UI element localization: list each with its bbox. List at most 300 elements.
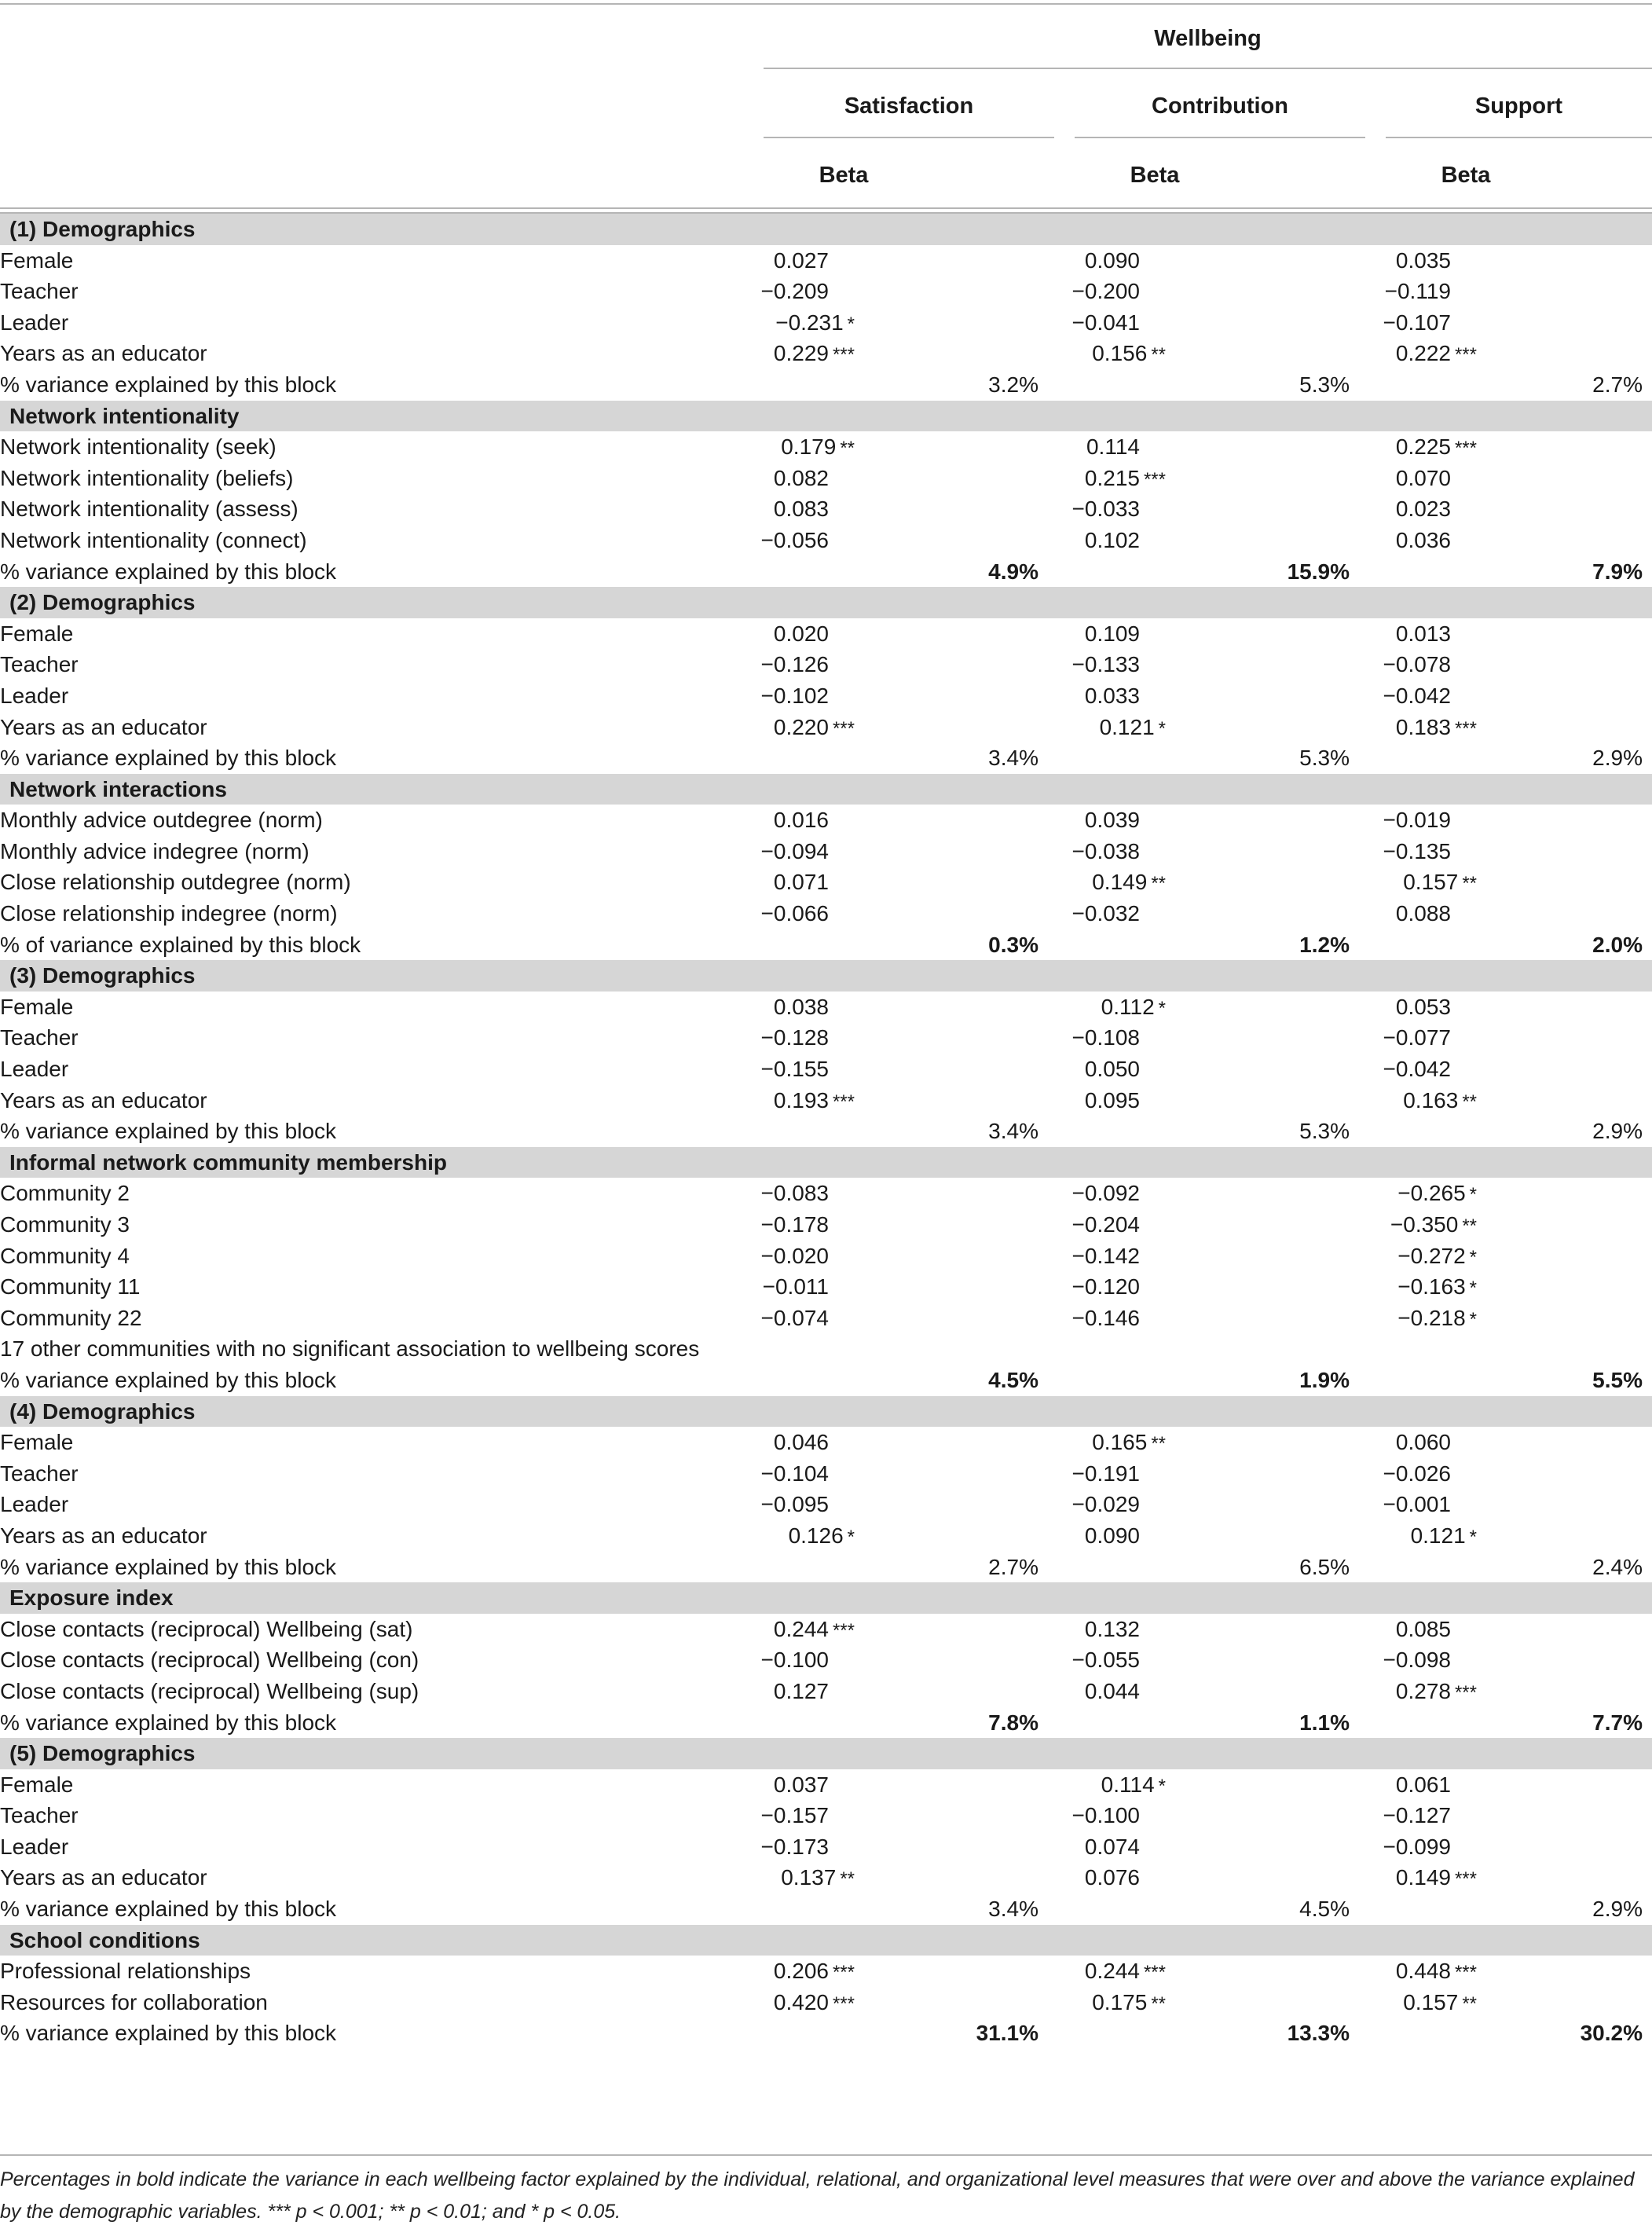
row-label: Female [0, 621, 74, 646]
row-label: % variance explained by this block [0, 746, 337, 771]
row-label: Teacher [0, 1461, 79, 1486]
row-label: Female [0, 994, 74, 1019]
significance-stars: * [1158, 997, 1166, 1019]
beta-value: 0.109 [1084, 621, 1140, 646]
beta-value: −0.272 [1397, 1243, 1466, 1268]
row-label: Community 3 [0, 1212, 130, 1237]
row-label: Community 11 [0, 1274, 141, 1299]
beta-cell-support [0, 1427, 1477, 1458]
table-row [0, 1644, 1652, 1676]
beta-value: 0.114 [1086, 434, 1140, 460]
row-label: % variance explained by this block [0, 372, 337, 397]
significance-stars: *** [832, 717, 855, 739]
significance-stars: ** [1151, 344, 1166, 366]
beta-value: 0.095 [1084, 1087, 1140, 1113]
beta-value: −0.209 [760, 279, 829, 304]
significance-stars: * [847, 313, 855, 335]
row-label: Network intentionality (connect) [0, 527, 307, 552]
beta-value: −0.146 [1071, 1305, 1140, 1330]
significance-stars: *** [832, 1992, 855, 2014]
beta-value: 0.074 [1084, 1834, 1140, 1859]
section-header [0, 1582, 1652, 1614]
section-label: (5) Demographics [9, 1741, 196, 1766]
row-label: Close contacts (reciprocal) Wellbeing (con) [0, 1648, 419, 1673]
table-row [0, 1489, 1652, 1520]
beta-cell-support [0, 1209, 1477, 1241]
beta-cell-support [0, 649, 1477, 680]
variance-row [0, 742, 1652, 774]
beta-value: 0.132 [1084, 1616, 1140, 1641]
row-label: % variance explained by this block [0, 1367, 337, 1392]
variance-cell-contribution: 5.3% [1299, 1119, 1350, 1144]
beta-value: −0.173 [760, 1834, 829, 1859]
row-label: Teacher [0, 1803, 79, 1828]
beta-value: −0.019 [1383, 808, 1451, 833]
beta-value: 0.102 [1084, 527, 1140, 552]
significance-stars: *** [832, 1091, 855, 1113]
beta-value: 0.083 [773, 497, 829, 522]
table-row [0, 1241, 1652, 1272]
beta-cell-support [0, 1831, 1477, 1863]
row-label: Teacher [0, 652, 79, 677]
beta-cell-support [0, 1085, 1477, 1116]
table-row [0, 431, 1652, 463]
significance-stars: * [1469, 1184, 1477, 1206]
row-label: Years as an educator [0, 1523, 207, 1548]
row-label: Years as an educator [0, 714, 207, 739]
beta-value: −0.178 [760, 1212, 829, 1237]
beta-cell-support [0, 867, 1477, 898]
beta-cell-support [0, 712, 1477, 743]
beta-value: 0.157 [1403, 1989, 1459, 2014]
table-row [0, 463, 1652, 494]
row-label: Community 22 [0, 1305, 142, 1330]
beta-value: 0.448 [1395, 1959, 1451, 1984]
variance-row [0, 556, 1652, 588]
row-label: Network intentionality (beliefs) [0, 465, 294, 490]
beta-value: −0.265 [1397, 1181, 1466, 1206]
beta-value: 0.071 [773, 870, 829, 895]
beta-cell-support [0, 1676, 1477, 1707]
variance-cell-satisfaction: 2.7% [988, 1554, 1038, 1579]
beta-value: −0.094 [760, 838, 829, 863]
beta-value: −0.142 [1071, 1243, 1140, 1268]
beta-value: 0.039 [1084, 808, 1140, 833]
beta-value: −0.032 [1071, 901, 1140, 926]
significance-stars: ** [1462, 1091, 1477, 1113]
beta-value: 0.013 [1395, 621, 1451, 646]
beta-value: 0.050 [1084, 1057, 1140, 1082]
beta-value: 0.229 [773, 341, 829, 366]
row-label: Resources for collaboration [0, 1989, 268, 2014]
table-row [0, 1831, 1652, 1863]
significance-stars: ** [840, 438, 855, 460]
beta-value: −0.191 [1071, 1461, 1140, 1486]
variance-cell-satisfaction: 3.4% [988, 1119, 1038, 1144]
significance-stars: * [1469, 1246, 1477, 1268]
beta-cell-support [0, 836, 1477, 867]
table-row [0, 307, 1652, 339]
beta-value: 0.076 [1084, 1865, 1140, 1890]
beta-cell-support [0, 1769, 1477, 1801]
row-label: Monthly advice outdegree (norm) [0, 808, 323, 833]
table-row [0, 1614, 1652, 1645]
beta-value: −0.056 [760, 527, 829, 552]
beta-cell-support [0, 276, 1477, 307]
section-header [0, 401, 1652, 432]
beta-value: 0.060 [1395, 1430, 1451, 1455]
beta-value: 0.137 [781, 1865, 837, 1890]
significance-stars: *** [1454, 438, 1477, 460]
table-row [0, 1427, 1652, 1458]
beta-cell-support [0, 1489, 1477, 1520]
table-row [0, 1209, 1652, 1241]
beta-value: 0.121 [1099, 714, 1155, 739]
table-row [0, 712, 1652, 743]
beta-value: −0.042 [1383, 1057, 1451, 1082]
beta-value: 0.046 [773, 1430, 829, 1455]
table-row [0, 1987, 1652, 2018]
section-label: Network interactions [9, 776, 227, 801]
beta-value: −0.041 [1071, 310, 1140, 335]
beta-value: 0.037 [773, 1772, 829, 1797]
beta-value: −0.350 [1390, 1212, 1459, 1237]
beta-value: −0.231 [775, 310, 844, 335]
row-label: Leader [0, 1834, 69, 1859]
significance-stars: * [1469, 1526, 1477, 1548]
beta-value: −0.033 [1071, 497, 1140, 522]
beta-value: −0.078 [1383, 652, 1451, 677]
beta-value: 0.175 [1092, 1989, 1148, 2014]
beta-value: −0.029 [1071, 1492, 1140, 1517]
beta-cell-support [0, 1614, 1477, 1645]
variance-cell-satisfaction: 4.5% [988, 1367, 1038, 1392]
significance-stars: *** [1143, 468, 1166, 490]
beta-value: −0.038 [1071, 838, 1140, 863]
beta-cell-support [0, 1271, 1477, 1303]
variance-row [0, 2018, 1652, 2049]
section-label: Informal network community membership [9, 1149, 447, 1175]
variance-row [0, 1893, 1652, 1925]
row-label: % variance explained by this block [0, 1119, 337, 1144]
column-rule-support [1386, 137, 1652, 138]
section-label: (2) Demographics [9, 590, 196, 615]
significance-stars: *** [1454, 1868, 1477, 1890]
beta-value: −0.126 [760, 652, 829, 677]
row-label: Years as an educator [0, 1865, 207, 1890]
row-label: Leader [0, 310, 69, 335]
variance-cell-support: 7.9% [1592, 559, 1643, 584]
variance-cell-support: 7.7% [1592, 1710, 1643, 1735]
beta-value: 0.278 [1395, 1678, 1451, 1703]
table-row [0, 992, 1652, 1023]
beta-value: −0.163 [1397, 1274, 1466, 1299]
section-header [0, 960, 1652, 992]
beta-cell-support [0, 245, 1477, 277]
beta-value: −0.055 [1071, 1648, 1140, 1673]
significance-stars: ** [840, 1868, 855, 1890]
table-row [0, 1769, 1652, 1801]
significance-stars: * [1469, 1308, 1477, 1330]
beta-value: 0.165 [1092, 1430, 1148, 1455]
variance-cell-satisfaction: 3.2% [988, 372, 1038, 397]
beta-value: 0.215 [1084, 465, 1140, 490]
row-label: Female [0, 247, 74, 273]
beta-cell-support [0, 1303, 1477, 1334]
row-label: Close relationship indegree (norm) [0, 901, 338, 926]
beta-value: 0.193 [773, 1087, 829, 1113]
beta-value: −0.020 [760, 1243, 829, 1268]
significance-stars: *** [1454, 1962, 1477, 1984]
section-label: (1) Demographics [9, 217, 196, 241]
beta-value: −0.077 [1383, 1025, 1451, 1050]
beta-value: −0.128 [760, 1025, 829, 1050]
table-row [0, 1800, 1652, 1831]
row-label: Monthly advice indegree (norm) [0, 838, 310, 863]
significance-stars: ** [1151, 873, 1166, 895]
beta-cell-support [0, 1458, 1477, 1490]
beta-value: −0.074 [760, 1305, 829, 1330]
variance-cell-contribution: 13.3% [1287, 2021, 1350, 2046]
beta-value: 0.033 [1084, 683, 1140, 708]
table-row [0, 1178, 1652, 1209]
row-label: Community 2 [0, 1181, 130, 1206]
significance-stars: ** [1462, 1215, 1477, 1237]
significance-stars: ** [1462, 873, 1477, 895]
beta-value: 0.225 [1395, 434, 1451, 460]
beta-cell-support [0, 1520, 1477, 1552]
beta-value: 0.020 [773, 621, 829, 646]
beta-cell-support [0, 525, 1477, 556]
row-label: Close contacts (reciprocal) Wellbeing (sat) [0, 1616, 413, 1641]
beta-value: 0.222 [1395, 341, 1451, 366]
row-label: Professional relationships [0, 1959, 251, 1984]
beta-value: 0.126 [788, 1523, 844, 1548]
subheader-beta-satisfaction: Beta [819, 163, 869, 188]
beta-value: 0.061 [1395, 1772, 1451, 1797]
beta-cell-support [0, 1178, 1477, 1209]
beta-value: 0.053 [1395, 994, 1451, 1019]
significance-stars: * [1469, 1277, 1477, 1299]
table-row [0, 1862, 1652, 1893]
table-row [0, 338, 1652, 369]
row-label: Leader [0, 683, 69, 708]
beta-cell-support [0, 680, 1477, 712]
beta-value: −0.104 [760, 1461, 829, 1486]
beta-value: 0.036 [1395, 527, 1451, 552]
top-rule [0, 3, 1652, 5]
table-row [0, 805, 1652, 836]
significance-stars: *** [1454, 344, 1477, 366]
beta-value: −0.120 [1071, 1274, 1140, 1299]
row-label: Network intentionality (assess) [0, 497, 299, 522]
variance-cell-contribution: 5.3% [1299, 746, 1350, 771]
variance-cell-support: 2.0% [1592, 932, 1643, 957]
significance-stars: * [847, 1526, 855, 1548]
significance-stars: *** [832, 344, 855, 366]
row-label: % variance explained by this block [0, 1897, 337, 1922]
beta-value: 0.016 [773, 808, 829, 833]
beta-value: 0.127 [773, 1678, 829, 1703]
beta-value: −0.102 [760, 683, 829, 708]
variance-cell-satisfaction: 4.9% [988, 559, 1038, 584]
section-label: (3) Demographics [9, 963, 196, 988]
variance-cell-support: 2.4% [1592, 1554, 1643, 1579]
beta-value: −0.100 [1071, 1803, 1140, 1828]
beta-cell-support [0, 1956, 1477, 1987]
column-header-satisfaction: Satisfaction [844, 93, 974, 119]
variance-cell-contribution: 1.2% [1299, 932, 1350, 957]
table-row [0, 1054, 1652, 1085]
table-row [0, 276, 1652, 307]
beta-value: −0.001 [1383, 1492, 1451, 1517]
variance-row [0, 1707, 1652, 1739]
row-label: Years as an educator [0, 1087, 207, 1113]
variance-row [0, 929, 1652, 961]
row-label: Teacher [0, 1025, 79, 1050]
row-label: Leader [0, 1492, 69, 1517]
variance-cell-support: 2.9% [1592, 1897, 1643, 1922]
beta-value: −0.066 [760, 901, 829, 926]
beta-value: −0.107 [1383, 310, 1451, 335]
beta-value: 0.420 [773, 1989, 829, 2014]
row-label: % variance explained by this block [0, 559, 337, 584]
row-label: % variance explained by this block [0, 2021, 337, 2046]
variance-cell-support: 30.2% [1580, 2021, 1643, 2046]
column-rule-satisfaction [764, 137, 1054, 138]
beta-value: 0.183 [1395, 714, 1451, 739]
beta-value: 0.149 [1092, 870, 1148, 895]
beta-cell-support [0, 1241, 1477, 1272]
beta-value: −0.204 [1071, 1212, 1140, 1237]
beta-value: −0.099 [1383, 1834, 1451, 1859]
row-label: Female [0, 1772, 74, 1797]
significance-stars: *** [832, 1619, 855, 1641]
subheader-beta-contribution: Beta [1130, 163, 1180, 188]
beta-value: 0.179 [781, 434, 837, 460]
beta-value: 0.244 [1084, 1959, 1140, 1984]
section-label: Exposure index [9, 1585, 174, 1611]
variance-cell-support: 2.7% [1592, 372, 1643, 397]
table-footnote: Percentages in bold indicate the variance in each wellbeing factor explained by the individual, relational, and organizational level measures that were over and above the variance explained by the demographic variables. *** p < 0.001; ** p < 0.01; and * p < 0.05. [0, 2168, 1635, 2223]
beta-cell-support [0, 1022, 1477, 1054]
row-label: Teacher [0, 279, 79, 304]
beta-value: 0.220 [773, 714, 829, 739]
table-row [0, 1458, 1652, 1490]
beta-value: −0.127 [1383, 1803, 1451, 1828]
row-label: % variance explained by this block [0, 1710, 337, 1735]
beta-value: 0.027 [773, 247, 829, 273]
beta-value: 0.121 [1410, 1523, 1466, 1548]
row-label: Leader [0, 1057, 69, 1082]
row-label: Close contacts (reciprocal) Wellbeing (sup) [0, 1678, 419, 1703]
table-row [0, 1520, 1652, 1552]
significance-stars: *** [832, 1962, 855, 1984]
variance-cell-contribution: 15.9% [1287, 559, 1350, 584]
variance-cell-satisfaction: 3.4% [988, 746, 1038, 771]
significance-stars: ** [1462, 1992, 1477, 2014]
row-label: Years as an educator [0, 341, 207, 366]
beta-value: −0.095 [760, 1492, 829, 1517]
variance-cell-contribution: 5.3% [1299, 372, 1350, 397]
beta-value: 0.157 [1403, 870, 1459, 895]
beta-cell-support [0, 618, 1477, 650]
variance-cell-support: 2.9% [1592, 1119, 1643, 1144]
variance-cell-support: 5.5% [1592, 1367, 1643, 1392]
row-label: % variance explained by this block [0, 1554, 337, 1579]
column-header-support: Support [1474, 93, 1563, 119]
beta-cell-support [0, 493, 1477, 525]
beta-value: 0.149 [1395, 1865, 1451, 1890]
table-row [0, 618, 1652, 650]
beta-value: −0.083 [760, 1181, 829, 1206]
section-label: Network intentionality [9, 403, 240, 428]
beta-value: 0.163 [1403, 1087, 1459, 1113]
beta-cell-support [0, 338, 1477, 369]
variance-cell-satisfaction: 7.8% [988, 1710, 1038, 1735]
table-row [0, 1022, 1652, 1054]
beta-value: 0.244 [773, 1616, 829, 1641]
beta-value: 0.206 [773, 1959, 829, 1984]
row-label: Close relationship outdegree (norm) [0, 870, 351, 895]
section-header [0, 774, 1652, 805]
bottom-rule [0, 2154, 1652, 2156]
significance-stars: * [1158, 1775, 1166, 1797]
beta-value: −0.133 [1071, 652, 1140, 677]
beta-value: 0.112 [1101, 994, 1155, 1019]
beta-value: 0.070 [1395, 465, 1451, 490]
variance-cell-support: 2.9% [1592, 746, 1643, 771]
table-body [0, 214, 1652, 2049]
beta-cell-support [0, 431, 1477, 463]
variance-cell-satisfaction: 31.1% [976, 2021, 1038, 2046]
variance-row [0, 1116, 1652, 1147]
variance-cell-contribution: 4.5% [1299, 1897, 1350, 1922]
variance-cell-contribution: 1.9% [1299, 1367, 1350, 1392]
row-label: 17 other communities with no significant association to wellbeing scores [0, 1336, 700, 1362]
beta-value: −0.135 [1383, 838, 1451, 863]
beta-value: −0.200 [1071, 279, 1140, 304]
note-row [0, 1333, 1652, 1365]
row-label: Network intentionality (seek) [0, 434, 277, 460]
significance-stars: ** [1151, 1992, 1166, 2014]
beta-cell-support [0, 1054, 1477, 1085]
beta-cell-support [0, 463, 1477, 494]
beta-cell-support [0, 307, 1477, 339]
row-label: % of variance explained by this block [0, 932, 361, 957]
beta-value: 0.085 [1395, 1616, 1451, 1641]
variance-row [0, 369, 1652, 401]
beta-value: −0.026 [1383, 1461, 1451, 1486]
table-row [0, 680, 1652, 712]
beta-value: 0.044 [1084, 1678, 1140, 1703]
beta-value: 0.114 [1101, 1772, 1155, 1797]
section-header [0, 1396, 1652, 1428]
beta-value: −0.218 [1397, 1305, 1466, 1330]
table-row [0, 493, 1652, 525]
beta-value: 0.035 [1395, 247, 1451, 273]
table-row [0, 836, 1652, 867]
beta-cell-support [0, 1644, 1477, 1676]
variance-row [0, 1365, 1652, 1396]
beta-value: −0.011 [762, 1274, 829, 1299]
beta-value: 0.156 [1092, 341, 1148, 366]
variance-row [0, 1552, 1652, 1583]
column-header-contribution: Contribution [1152, 93, 1288, 119]
significance-stars: ** [1151, 1433, 1166, 1455]
beta-value: −0.108 [1071, 1025, 1140, 1050]
group-header: Wellbeing [1154, 26, 1262, 51]
